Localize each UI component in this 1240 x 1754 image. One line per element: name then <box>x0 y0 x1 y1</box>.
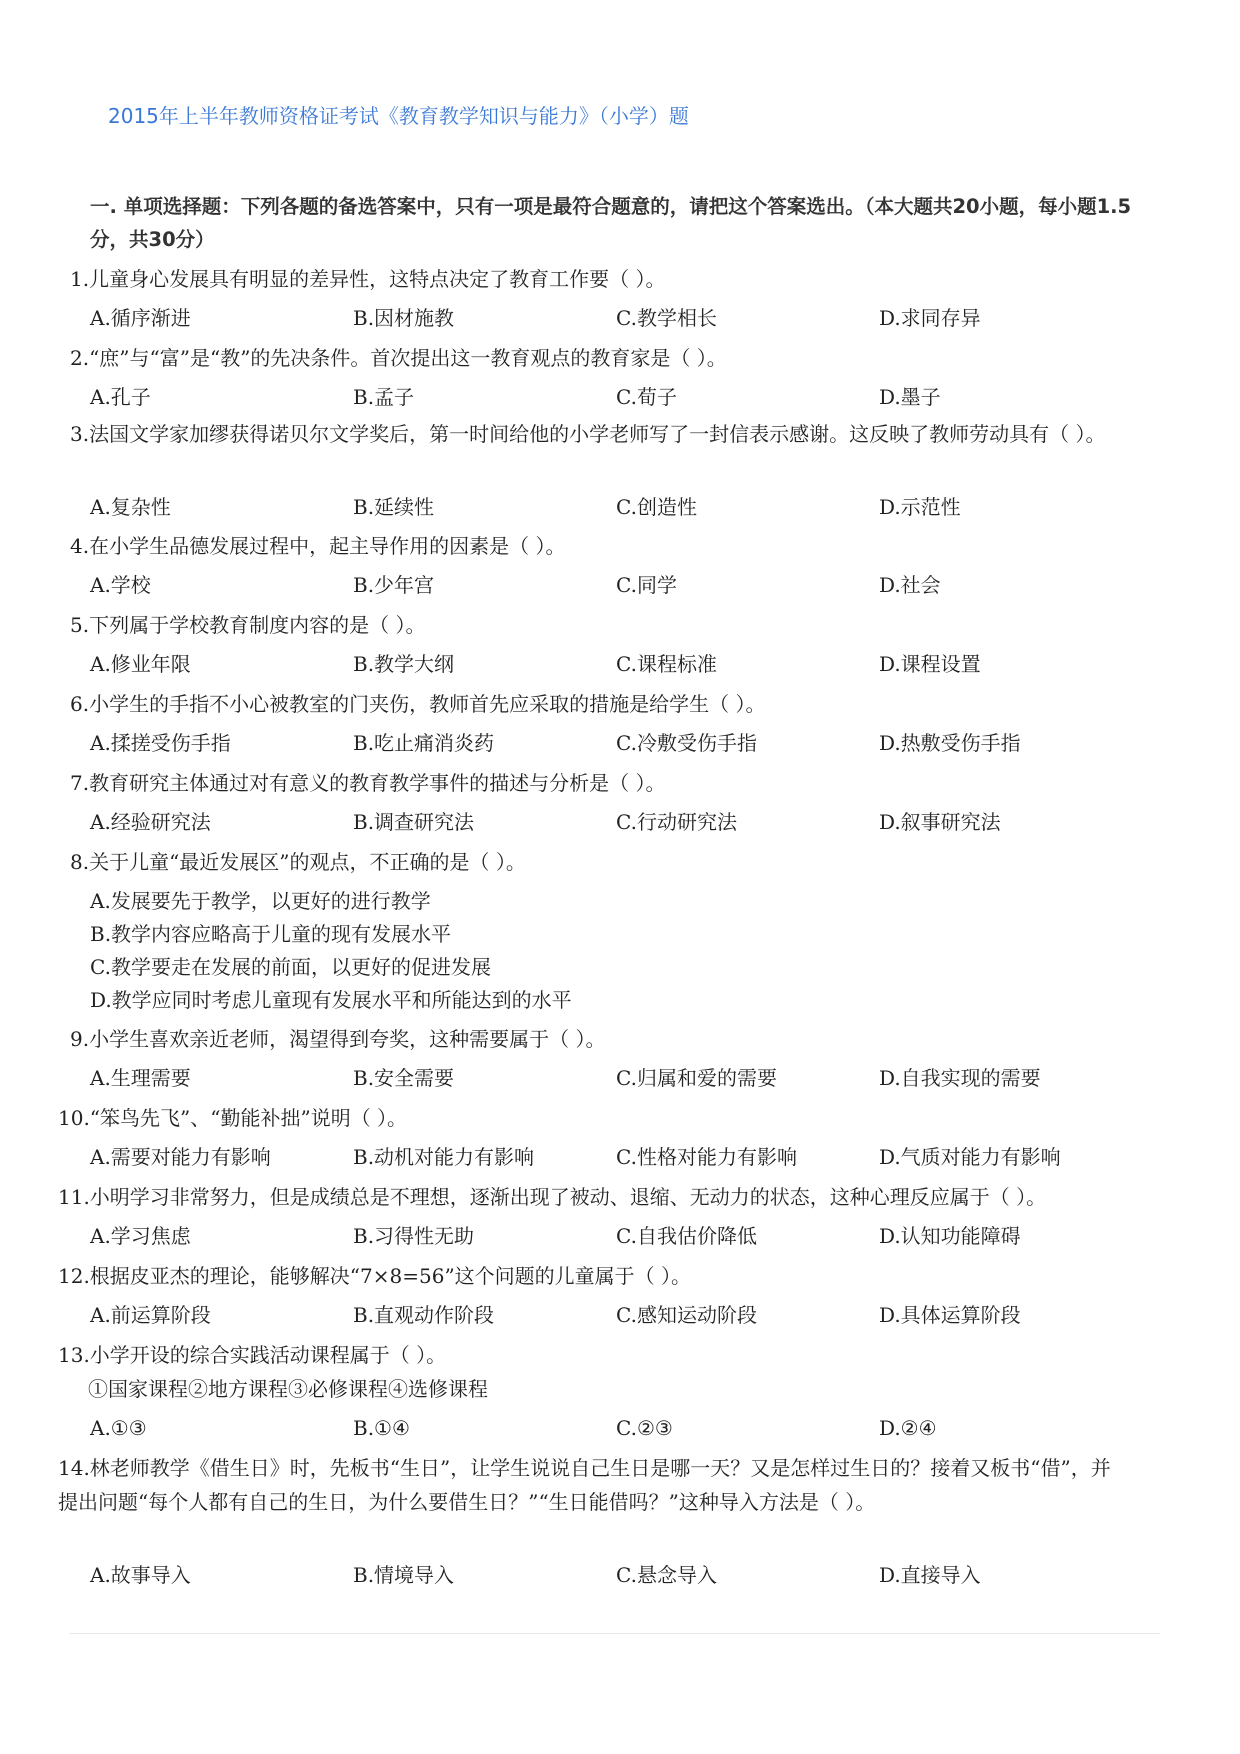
option-c: C.教学相长 <box>616 306 717 330</box>
question-10-stem: 10.“笨鸟先飞”、“勤能补拙”说明（ ）。 <box>58 1106 408 1130</box>
option-d: D.认知功能障碍 <box>879 1224 1021 1248</box>
option-a: A.经验研究法 <box>90 810 211 834</box>
page-title: 2015年上半年教师资格证考试《教育教学知识与能力》（小学）题 <box>108 104 689 128</box>
option-c: C.感知运动阶段 <box>616 1303 757 1327</box>
option-a: A.修业年限 <box>90 652 191 676</box>
option-a: A.①③ <box>90 1416 147 1440</box>
option-a: A.故事导入 <box>90 1563 191 1587</box>
option-a: A.发展要先于教学，以更好的进行教学 <box>90 889 431 913</box>
option-c: C.创造性 <box>616 495 697 519</box>
option-b: B.动机对能力有影响 <box>353 1145 535 1169</box>
option-d: D.求同存异 <box>879 306 981 330</box>
option-c: C.课程标准 <box>616 652 717 676</box>
question-13-statements: ①国家课程②地方课程③必修课程④选修课程 <box>88 1377 488 1401</box>
option-a: A.学校 <box>90 573 151 597</box>
question-8-stem: 8.关于儿童“最近发展区”的观点，不正确的是（ ）。 <box>70 850 526 874</box>
option-b: B.调查研究法 <box>353 810 475 834</box>
option-d: D.直接导入 <box>879 1563 981 1587</box>
question-14-stem: 14.林老师教学《借生日》时，先板书“生日”，让学生说说自己生日是哪一天？又是怎样过生日的？接着又板书“借”，并提出问题“每个人都有自己的生日，为什么要借生日？”“生日能借吗？”这种导入方法是（ ）。 <box>58 1456 1111 1514</box>
option-b: B.直观动作阶段 <box>353 1303 495 1327</box>
option-c: C.性格对能力有影响 <box>616 1145 797 1169</box>
question-12-stem: 12.根据皮亚杰的理论，能够解决“7×8=56”这个问题的儿童属于（ ）。 <box>58 1264 692 1288</box>
option-a: A.揉搓受伤手指 <box>90 731 231 755</box>
option-a: A.学习焦虑 <box>90 1224 191 1248</box>
section-heading: 一. 单项选择题：下列各题的备选答案中，只有一项是最符合题意的，请把这个答案选出。（本大题共20小题，每小题1.5分，共30分） <box>90 195 1132 251</box>
option-a: A.需要对能力有影响 <box>90 1145 271 1169</box>
option-d: D.课程设置 <box>879 652 981 676</box>
option-c: C.同学 <box>616 573 677 597</box>
option-c: C.冷敷受伤手指 <box>616 731 757 755</box>
option-c: C.自我估价降低 <box>616 1224 757 1248</box>
option-d: D.气质对能力有影响 <box>879 1145 1061 1169</box>
option-a: A.孔子 <box>90 385 151 409</box>
option-b: B.教学大纲 <box>353 652 455 676</box>
option-a: A.循序渐进 <box>90 306 191 330</box>
question-2-stem: 2.“庶”与“富”是“教”的先决条件。首次提出这一教育观点的教育家是（ ）。 <box>70 346 727 370</box>
option-b: B.教学内容应略高于儿童的现有发展水平 <box>90 922 452 946</box>
option-d: D.示范性 <box>879 495 961 519</box>
option-b: B.孟子 <box>353 385 415 409</box>
option-b: B.因材施教 <box>353 306 455 330</box>
question-7-stem: 7.教育研究主体通过对有意义的教育教学事件的描述与分析是（ ）。 <box>70 771 666 795</box>
option-b: B.安全需要 <box>353 1066 455 1090</box>
option-b: B.①④ <box>353 1416 410 1440</box>
question-9-stem: 9.小学生喜欢亲近老师，渴望得到夸奖，这种需要属于（ ）。 <box>70 1027 606 1051</box>
question-3-stem: 3.法国文学家加缪获得诺贝尔文学奖后，第一时间给他的小学老师写了一封信表示感谢。这反映了教师劳动具有（ ）。 <box>70 422 1106 446</box>
option-d: D.自我实现的需要 <box>879 1066 1041 1090</box>
option-d: D.热敷受伤手指 <box>879 731 1021 755</box>
option-d: D.社会 <box>879 573 941 597</box>
option-d: D.叙事研究法 <box>879 810 1001 834</box>
question-6-stem: 6.小学生的手指不小心被教室的门夹伤，教师首先应采取的措施是给学生（ ）。 <box>70 692 766 716</box>
question-1-stem: 1.儿童身心发展具有明显的差异性，这特点决定了教育工作要（ ）。 <box>70 267 666 291</box>
option-c: C.行动研究法 <box>616 810 737 834</box>
page-divider <box>70 1633 1160 1634</box>
option-a: A.复杂性 <box>90 495 171 519</box>
option-b: B.延续性 <box>353 495 435 519</box>
option-a: A.前运算阶段 <box>90 1303 211 1327</box>
option-c: C.②③ <box>616 1416 673 1440</box>
question-13-stem: 13.小学开设的综合实践活动课程属于（ ）。 <box>58 1343 447 1367</box>
option-d: D.②④ <box>879 1416 937 1440</box>
option-c: C.荀子 <box>616 385 677 409</box>
option-c: C.教学要走在发展的前面，以更好的促进发展 <box>90 955 491 979</box>
question-11-stem: 11.小明学习非常努力，但是成绩总是不理想，逐渐出现了被动、退缩、无动力的状态，这种心理反应属于（ ）。 <box>58 1185 1047 1209</box>
option-d: D.墨子 <box>879 385 941 409</box>
question-5-stem: 5.下列属于学校教育制度内容的是（ ）。 <box>70 613 426 637</box>
option-c: C.归属和爱的需要 <box>616 1066 777 1090</box>
option-b: B.吃止痛消炎药 <box>353 731 495 755</box>
option-b: B.习得性无助 <box>353 1224 475 1248</box>
option-b: B.少年宫 <box>353 573 435 597</box>
option-d: D.具体运算阶段 <box>879 1303 1021 1327</box>
option-c: C.悬念导入 <box>616 1563 717 1587</box>
option-d: D.教学应同时考虑儿童现有发展水平和所能达到的水平 <box>90 988 572 1012</box>
question-4-stem: 4.在小学生品德发展过程中，起主导作用的因素是（ ）。 <box>70 534 566 558</box>
option-a: A.生理需要 <box>90 1066 191 1090</box>
option-b: B.情境导入 <box>353 1563 455 1587</box>
